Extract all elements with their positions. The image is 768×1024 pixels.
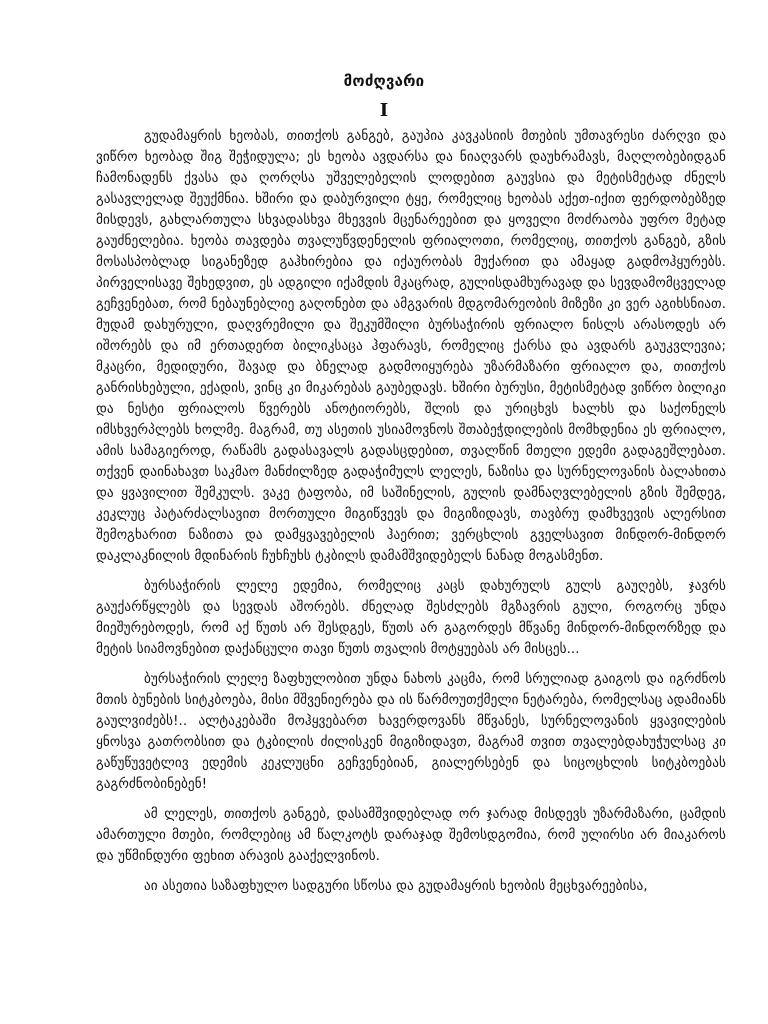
paragraph: აი ასეთია საზაფხულო სადგური სწოსა და გუდამაყრის ხეობის მეცხვარეებისა, [144, 879, 648, 894]
paragraph: ბურსაჭირის ლელე ზაფხულობით უნდა ნახოს კაცმა, რომ სრულიად გაიგოს და იგრძნოს მთის ბუნების სიტკბოება, მისი მშვენიერება და ის წარმოუთქმელი ნეტარება, რომელსაც ადამიანს გაულვიძებს!.. ალტაკებაში მოჰყვებართ ხავერდოვანს მწვანეს, სურნელოვანის ყვავილების ყნოსვა გათრობსით და ტკბილის ძილისკენ მიგიზიდავთ, მაგრამ თვით თვალებდახუჭულსაც კი გაწუწუვეტლივ ედემის კეკლუცნი გეჩვენებიან, გიალერსებენ და სიცოცხლის სიტკბოებას გაგრძნობინებენ! [96, 672, 726, 792]
document-title: მოძღვარი [343, 72, 425, 90]
paragraph: ამ ლელეს, თითქოს განგებ, დასამშვიდებლად ორ ჯარად მისდევს უზარმაზარი, ცამდის ამართული მთები, რომლებიც ამ წალკოტს დარაჯად შემოსდგომია, რომ ულირსი არ მიაკაროს და უწმინდური ფეხით არავის გააქელვინოს. [96, 807, 726, 864]
paragraph: ბურსაჭირის ლელე ედემია, რომელიც კაცს დახურულს გულს გაუღებს, ჯავრს გაუქარწყლებს და სევდას აშორებს. ძნელად შესძლებს მგზავრის გული, როგორც უნდა მიეშურებოდეს, რომ აქ წუთს არ შესდგეს, წუთს არ გაგორდეს მწვანე მინდორ-მინდორზედ და მეტის სიამოვნებით დაქანცული თავი წუთს თვალის მოტყუებას არ მისცეს... [96, 579, 726, 657]
paragraph: გუდამაყრის ხეობას, თითქოს განგებ, გაუპია კავკასიის მთების უმთავრესი ძარღვი და ვიწრო ხეობად შიგ შეჭიდულა; ეს ხეობა ავდარსა და ნიაღვარს დაუხრამავს, მაღლობებიდგან ჩამონადენს ქვასა და ღორღსა უშველებელის ლოდებით გაუვსია და მეტისმეტად ძნელს გასავლელად შეუქმნია. ხშირი და დაბურვილი ტყე, რომელიც ხეობას აქეთ-იქით ფერდობებზედ მისდევს, გახლართულა სხვადასხვა მხევვის მცენარეებით და ყოველი მოძრაობა უფრო მეტად გაუძნელებია. ხეობა თავდება თვალუწვდენელის ფრიალოთი, რომელიც, თითქოს განგებ, გზის მოსასპობლად სიგანეზედ გაჰხირებია და იქაურობას მუქარით და ამაყად გადმოჰყურებს. პირველისავე შეხედვით, ეს ადგილი იქამდის მკაცრად, გულისდამხურავად და სევდამომცველად გეჩვენებათ, რომ ნებაუნებლიე გაღონებთ და ამგვარის მდგომარეობის მიზეზი კი ვერ აგიხსნიათ. მუდამ დახურული, დაღვრემილი და შეკუმშილი ბურსაჭირის ფრიალო ნისლს არასოდეს არ იშორებს და იმ ერთადერთ ბილიკსაცა ჰფარავს, რომელიც ქარსა და ავდარს გაუკვლევია; მკაცრი, მედიდური, შავად და ბნელად გადმოიყურება უზარმაზარი ფრიალო და, თითქოს განრისხებული, ექადის, ვინც კი მიკარებას გაუბედავს. ხშირი ბურუსი, მეტისმეტად ვიწრო ბილიკი და ნესტი ფრიალოს წვერებს ანოტიორებს, შლის და ურიცხვს ხალხს და საქონელს იმსხვერპლებს ხოლმე. მაგრამ, თუ ასეთის უსიამოვნოს შთაბეჭდილების მომხდენია ეს ფრიალო, ამის სამაგიეროდ, რაწამს გადასავალს გადასცდებით, თვალწინ მთელი ედემი გადაგეშლებათ. თქვენ დაინახავთ საკმაო მანძილზედ გადაჭიმულს ლელეს, ნაზისა და სურნელოვანის ბალახითა და ყვავილით შემკულს. ვაკე ტაფობა, იმ საშინელის, გულის დამნაღვლებელის გზის შემდეგ, კეკლუც პატარძალსავით მორთული მიგიწვევს და მიგიზიდავს, თავბრუ დამხვევის ალერსით შემოგხარით ნაზითა და დამყვავებელის ჰაერით; ვერცხლის გველსავით მინდორ-მინდორ დაკლაკნილის მდინარის ჩუხჩუხს ტკბილს დამამშვიდებელს ნანად მოგასმენთ. [96, 129, 726, 564]
section-number: I [379, 100, 389, 121]
document-body [96, 126, 726, 1024]
